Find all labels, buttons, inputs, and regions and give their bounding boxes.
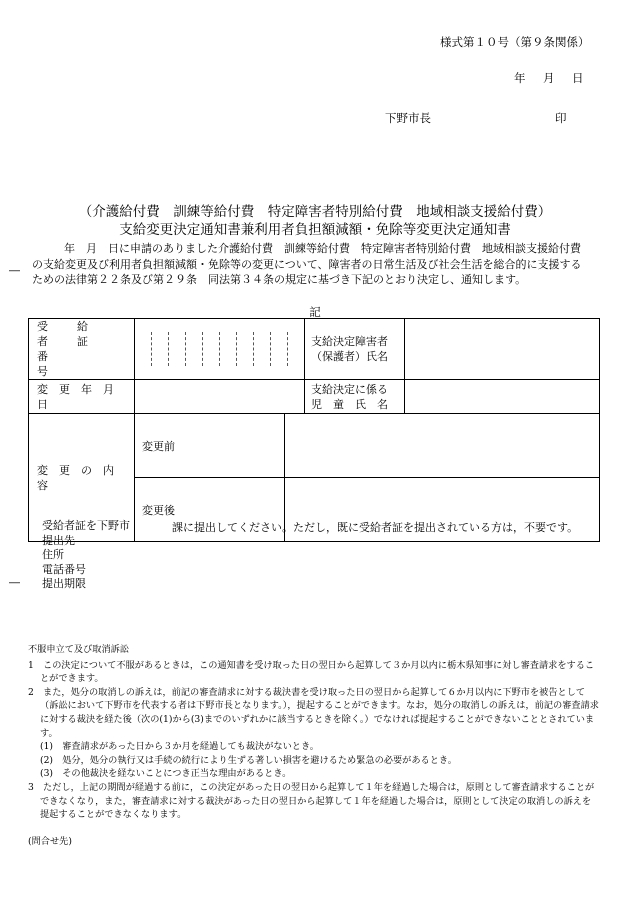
change-content-label: 変 更 の 内 容 [29, 414, 135, 542]
fold-mark-lower: ― [9, 576, 20, 589]
ki-heading: 記 [309, 305, 321, 319]
submission-block [42, 519, 130, 592]
disabled-person-name-label: 支給決定障害者 （保護者）氏名 [305, 319, 405, 380]
appeal-item-1: 1 この決定について不服があるときは，この通知書を受け取った日の翌日から起算して３か月以内に栃木県知事に対し審査請求をすることができます。 [28, 659, 595, 685]
issuer-mayor: 下野市長 [385, 111, 431, 125]
document-title-line1: （介護給付費 訓練等給付費 特定障害者特別給付費 地域相談支援給付費） [78, 204, 552, 220]
issue-date: 年 月 日 [514, 71, 587, 85]
seal-mark: 印 [555, 111, 567, 125]
submission-address-label: 住所 [42, 548, 64, 561]
inquiry-label: (問合せ先) [28, 836, 72, 847]
recipient-number-label: 受 給 者 証 番 号 [29, 319, 135, 380]
document-title-line2: 支給変更決定通知書兼利用者負担額減額・免除等変更決定通知書 [119, 222, 511, 238]
appeal-sub-1: (1) 審査請求があった日から３か月を経過しても裁決がないとき。 [40, 741, 319, 753]
appeal-notice [28, 643, 600, 822]
appeal-item-3: 3 ただし，上記の期間が経過する前に，この決定があった日の翌日から起算して１年を経過した場合は，原則として審査請求することができなくなり，また，審査請求に対する裁決があった日の翌日から起算して１年を経過した場合は，原則として決定の取消しの訴えを提起することができなくなります。 [28, 781, 595, 821]
fold-mark: ― [9, 264, 20, 277]
submission-line1-a: 受給者証を下野市 [42, 519, 130, 532]
submission-place-label: 提出先 [42, 533, 75, 547]
appeal-item-2: 2 また，処分の取消しの訴えは，前記の審査請求に対する裁決書を受け取った日の翌日から起算して６か月以内に下野市を被告として（訴訟において下野市を代表する者は下野市長となります。），提起することができます。なお，処分の取消しの訴えは，前記の審査請求に対する裁決を経た後（次の(1)から(3)までのいずれかに該当するときを除く。）でなければ提起することができないこととされています。 [28, 686, 599, 739]
child-name-field[interactable] [405, 380, 600, 414]
recipient-number-cells[interactable] [135, 319, 305, 380]
change-date-field[interactable] [135, 380, 305, 414]
change-date-label: 変 更 年 月 日 [29, 380, 135, 414]
submission-line1-b: 課に提出してください。ただし，既に受給者証を提出されている方は，不要です。 [172, 521, 579, 534]
before-field[interactable] [285, 414, 600, 478]
appeal-heading: 不服申立て及び取消訴訟 [28, 644, 130, 655]
appeal-sub-3: (3) その他裁決を経ないことにつき正当な理由があるとき。 [40, 768, 292, 780]
child-name-label: 支給決定に係る 児 童 氏 名 [305, 380, 405, 414]
after-label: 変更後 [135, 478, 285, 542]
appeal-sub-2: (2) 処分，処分の執行又は手続の続行により生ずる著しい損害を避けるため緊急の必要があるとき。 [40, 754, 457, 766]
disabled-person-name-field[interactable] [405, 319, 600, 380]
form-number: 様式第１０号（第９条関係） [440, 35, 590, 49]
intro-paragraph: 年 月 日に申請のありました介護給付費 訓練等給付費 特定障害者特別給付費 地域相談支援給付費 の支給変更及び利用者負担額減額・免除等の変更について、障害者の日常生活及び社会生活を総合的に支援するための法律第２２条及び第２９条 同法第３４条の規定に基づき下記のとおり決定し、通知します。 [32, 242, 592, 286]
submission-deadline-label: 提出期限 [42, 577, 86, 590]
before-label: 変更前 [135, 414, 285, 478]
submission-phone-label: 電話番号 [42, 562, 86, 576]
decision-table [28, 318, 600, 542]
